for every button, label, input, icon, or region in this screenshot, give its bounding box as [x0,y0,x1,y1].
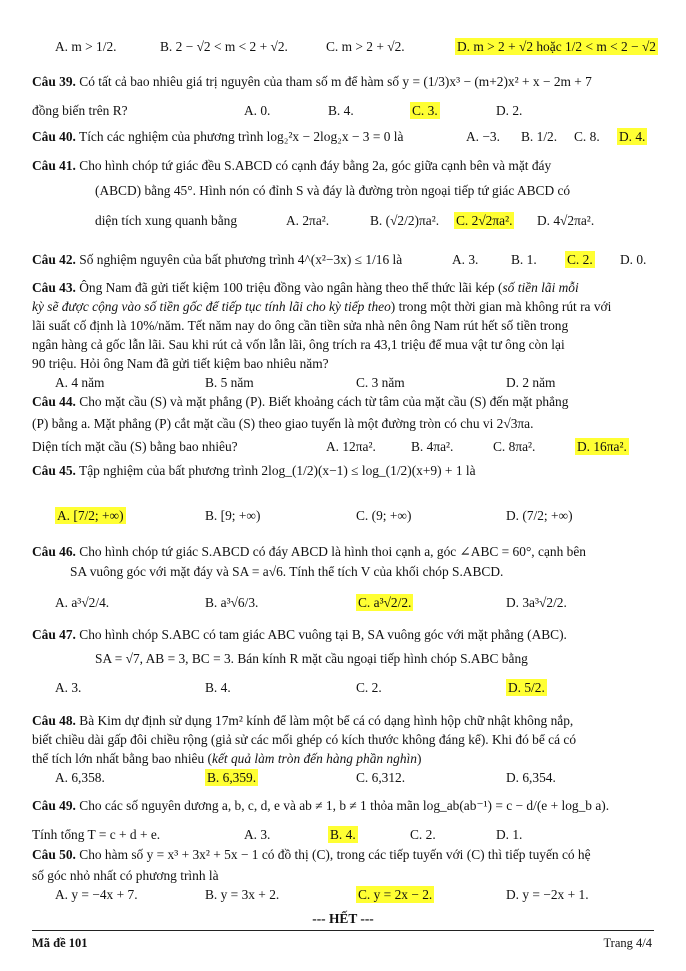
footer-exam-code: Mã đề 101 [32,936,88,950]
q47-option-c: C. 2. [356,680,382,695]
question-40: Câu 40. Tích các nghiệm của phương trình log₂²x − 2log₂x − 3 = 0 là [32,129,404,144]
q44-option-b: B. 4πa². [411,439,454,454]
option-c: C. m > 2 + √2. [326,39,405,54]
q40-option-b: B. 1/2. [521,129,558,144]
option-d-highlighted: D. m > 2 + √2 hoặc 1/2 < m < 2 − √2 [457,39,656,54]
q47-option-a: A. 3. [55,680,82,695]
q48-option-b: B. 6,359. [207,770,257,785]
question-44: Câu 44. Cho mặt cầu (S) và mặt phẳng (P). Biết khoảng cách từ tâm của mặt cầu (S) đến mặt phẳng [32,394,569,409]
q42-option-a: A. 3. [452,252,479,267]
question-50: Câu 50. Cho hàm số y = x³ + 3x² + 5x − 1 có đồ thị (C), trong các tiếp tuyến với (C) thì tiếp tuyến có hệ [32,847,591,862]
question-42: Câu 42. Số nghiệm nguyên của bất phương trình 4^(x²−3x) ≤ 1/16 là [32,252,403,267]
question-48-line3: thể tích lớn nhất bằng bao nhiêu (kết quả làm tròn đến hàng phần nghìn) [32,751,422,766]
q43-option-b: B. 5 năm [205,375,254,390]
q39-option-b: B. 4. [328,103,354,118]
question-49-line2: Tính tổng T = c + d + e. [32,827,161,842]
question-43-line5: 90 triệu. Hỏi ông Nam đã gửi tiết kiệm bao nhiêu năm? [32,356,329,371]
q48-option-d: D. 6,354. [506,770,556,785]
q41-option-a: A. 2πa². [286,213,330,228]
q39-option-c: C. 3. [412,103,438,118]
question-47: Câu 47. Cho hình chóp S.ABC có tam giác ABC vuông tại B, SA vuông góc với mặt phẳng (ABC). [32,627,567,642]
q49-option-b: B. 4. [330,827,356,842]
q48-option-c: C. 6,312. [356,770,406,785]
question-43-line4: ngân hàng cả gốc lẫn lãi. Sau khi rút cả vốn lẫn lãi, ông trích ra 43,1 triệu để mua vật tư ông còn lại [32,337,565,352]
q40-option-c: C. 8. [574,129,600,144]
question-47-line2: SA = √7, AB = 3, BC = 3. Bán kính R mặt cầu ngoại tiếp hình chóp S.ABC bằng [95,651,528,666]
q45-option-c: C. (9; +∞) [356,508,412,523]
question-41: Câu 41. Cho hình chóp tứ giác đều S.ABCD có cạnh đáy bằng 2a, góc giữa cạnh bên và mặt đáy [32,158,552,173]
question-41-line3: diện tích xung quanh bằng [95,213,238,228]
q40-option-d: D. 4. [619,129,646,144]
option-b: B. 2 − √2 < m < 2 + √2. [160,39,288,54]
question-50-line2: số góc nhỏ nhất có phương trình là [32,868,219,883]
question-49: Câu 49. Cho các số nguyên dương a, b, c, d, e và ab ≠ 1, b ≠ 1 thỏa mãn log_ab(ab⁻¹) = c − d/(e + log_b a). [32,798,610,813]
q48-option-a: A. 6,358. [55,770,105,785]
q46-option-b: B. a³√6/3. [205,595,259,610]
q49-option-c: C. 2. [410,827,436,842]
q50-option-a: A. y = −4x + 7. [55,887,138,902]
q50-option-b: B. y = 3x + 2. [205,887,280,902]
q42-option-d: D. 0. [620,252,647,267]
q50-option-c: C. y = 2x − 2. [358,887,433,902]
q41-option-d: D. 4√2πa². [537,213,595,228]
q41-option-c: C. 2√2πa². [456,213,513,228]
q40-option-a: A. −3. [466,129,500,144]
question-41-line2: (ABCD) bằng 45°. Hình nón có đỉnh S và đáy là đường tròn ngoại tiếp tứ giác ABCD có [95,183,571,198]
q43-option-c: C. 3 năm [356,375,405,390]
question-45: Câu 45. Tập nghiệm của bất phương trình 2log_(1/2)(x−1) ≤ log_(1/2)(x+9) + 1 là [32,463,476,478]
question-43-line3: lãi suất cố định là 10%/năm. Tết năm nay do ông cần tiền sửa nhà nên ông Nam rút hết số tiền trong [32,318,569,333]
q46-option-c: C. a³√2/2. [358,595,412,610]
q44-option-a: A. 12πa². [326,439,376,454]
q47-option-b: B. 4. [205,680,231,695]
q49-option-a: A. 3. [244,827,271,842]
question-43: Câu 43. Ông Nam đã gửi tiết kiệm 100 triệu đồng vào ngân hàng theo thể thức lãi kép (số tiền lãi mỗi [32,280,579,295]
question-44-line2: (P) bằng a. Mặt phẳng (P) cắt mặt cầu (S) theo giao tuyến là một đường tròn có chu vi 2√3πa. [32,416,534,431]
question-44-line3: Diện tích mặt cầu (S) bằng bao nhiêu? [32,439,238,454]
q45-option-a: A. [7/2; +∞) [57,508,124,523]
q39-option-d: D. 2. [496,103,523,118]
q44-option-c: C. 8πa². [493,439,536,454]
q39-option-a: A. 0. [244,103,271,118]
q42-option-c: C. 2. [567,252,593,267]
q44-option-d: D. 16πa². [577,439,627,454]
q50-option-d: D. y = −2x + 1. [506,887,589,902]
footer-page-number: Trang 4/4 [603,936,652,950]
footer-divider [32,930,654,931]
q47-option-d: D. 5/2. [508,680,545,695]
q45-option-d: D. (7/2; +∞) [506,508,573,523]
option-a: A. m > 1/2. [55,39,117,54]
q42-option-b: B. 1. [511,252,537,267]
question-46: Câu 46. Cho hình chóp tứ giác S.ABCD có đáy ABCD là hình thoi cạnh a, góc ∠ABC = 60°, cạnh bên [32,544,586,559]
q46-option-a: A. a³√2/4. [55,595,110,610]
question-48: Câu 48. Bà Kim dự định sử dụng 17m² kính để làm một bể cá có dạng hình hộp chữ nhật không nắp, [32,713,574,728]
question-39: Câu 39. Có tất cả bao nhiêu giá trị nguyên của tham số m để hàm số y = (1/3)x³ − (m+2)x² + x − 2m + 7 [32,74,592,89]
question-43-line2: kỳ sẽ được cộng vào số tiền gốc để tiếp tục tính lãi cho kỳ tiếp theo) trong một thời gian mà không rút ra với [32,299,612,314]
question-46-line2: SA vuông góc với mặt đáy và SA = a√6. Tính thể tích V của khối chóp S.ABCD. [70,564,504,579]
end-mark: --- HẾT --- [312,911,374,926]
q43-option-d: D. 2 năm [506,375,556,390]
q41-option-b: B. (√2/2)πa². [370,213,440,228]
q45-option-b: B. [9; +∞) [205,508,261,523]
q43-option-a: A. 4 năm [55,375,105,390]
question-48-line2: biết chiều dài gấp đôi chiều rộng (giả sử các mối ghép có kích thước không đáng kể). Khi đó bể cá có [32,732,577,747]
q49-option-d: D. 1. [496,827,523,842]
q46-option-d: D. 3a³√2/2. [506,595,567,610]
question-39-line2: đồng biến trên R? [32,103,128,118]
